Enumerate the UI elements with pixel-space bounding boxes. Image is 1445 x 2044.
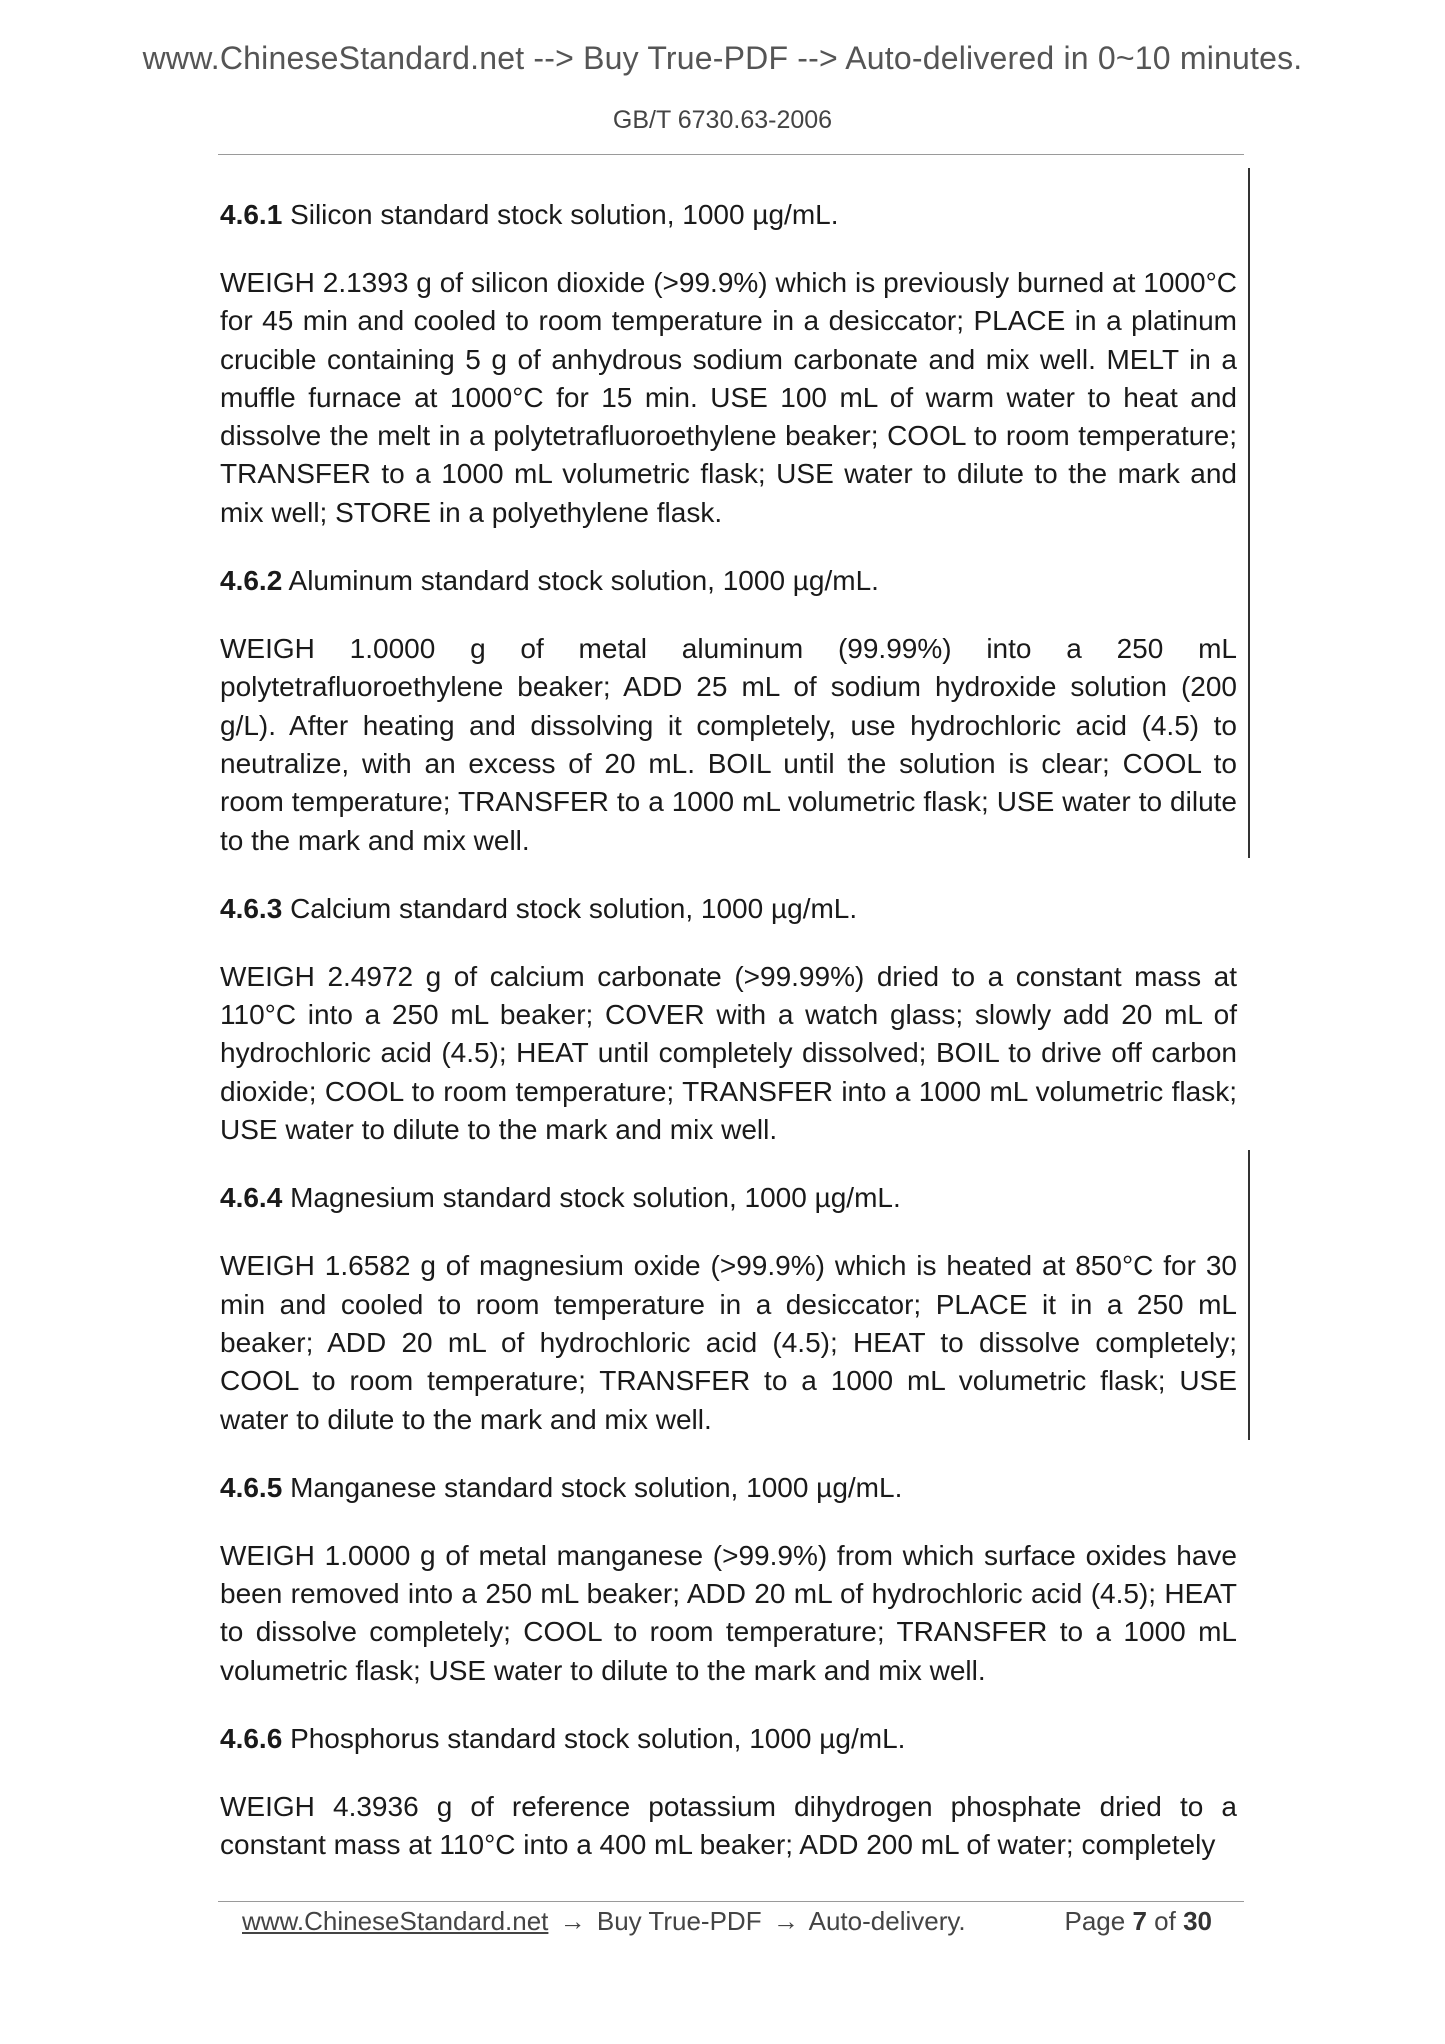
section-paragraph: WEIGH 2.1393 g of silicon dioxide (>99.9%) which is previously burned at 1000°C for 45 min and cooled to room temperature in a desiccator; PLACE in a platinum crucible containing 5 g of anhydrous sodium carbonate and mix well. MELT in a muffle furnace at 1000°C for 15 min. USE 100 mL of warm water to heat and dissolve the melt in a polytetrafluoroethylene beaker; COOL to room temperature; TRANSFER to a 1000 mL volumetric flask; USE water to dilute to the mark and mix well; STORE in a polyethylene flask. <box>220 267 1237 528</box>
section-heading: 4.6.4 Magnesium standard stock solution, 1000 µg/mL. <box>220 1182 901 1214</box>
header-divider <box>218 154 1244 155</box>
change-bar <box>1248 1150 1250 1440</box>
footer-divider <box>218 1901 1244 1902</box>
document-id: GB/T 6730.63-2006 <box>612 106 833 134</box>
footer-site-link[interactable]: www.ChineseStandard.net <box>242 1906 549 1936</box>
site-banner: www.ChineseStandard.net --> Buy True-PDF --> Auto-delivered in 0~10 minutes. <box>142 40 1303 76</box>
section-paragraph: WEIGH 1.0000 g of metal aluminum (99.99%) into a 250 mL polytetrafluoroethylene beaker; ADD 25 mL of sodium hydroxide solution (200 g/L). After heating and dissolving it completely, use hydrochloric acid (4.5) to neutralize, with an excess of 20 mL. BOIL until the solution is clear; COOL to room temperature; TRANSFER to a 1000 mL volumetric flask; USE water to dilute to the mark and mix well. <box>220 633 1237 856</box>
section-heading: 4.6.1 Silicon standard stock solution, 1000 µg/mL. <box>220 199 839 230</box>
current-page: 7 <box>1132 1906 1147 1936</box>
section-heading: 4.6.5 Manganese standard stock solution, 1000 µg/mL. <box>220 1471 903 1503</box>
document-body <box>220 196 1237 1865</box>
section-heading: 4.6.3 Calcium standard stock solution, 1000 µg/mL. <box>220 892 858 924</box>
section-paragraph: WEIGH 1.0000 g of metal manganese (>99.9%) from which surface oxides have been removed into a 250 mL beaker; ADD 20 mL of hydrochloric acid (4.5); HEAT to dissolve completely; COOL to room temperature; TRANSFER to a 1000 mL volumetric flask; USE water to dilute to the mark and mix well. <box>220 1539 1237 1686</box>
footer-buy-text: Buy True-PDF <box>596 1906 762 1936</box>
change-bar <box>1248 168 1250 858</box>
page-number: Page 7 of 30 <box>1064 1906 1212 1936</box>
page-footer <box>242 1906 1222 1942</box>
arrow-right-icon: → <box>772 1906 799 1936</box>
section-heading: 4.6.6 Phosphorus standard stock solution, 1000 µg/mL. <box>220 1723 906 1755</box>
footer-delivery-text: Auto-delivery. <box>808 1906 966 1936</box>
arrow-right-icon: → <box>559 1906 586 1936</box>
section-paragraph: WEIGH 2.4972 g of calcium carbonate (>99.99%) dried to a constant mass at 110°C into a 250 mL beaker; COVER with a watch glass; slowly add 20 mL of hydrochloric acid (4.5); HEAT until completely dissolved; BOIL to drive off carbon dioxide; COOL to room temperature; TRANSFER into a 1000 mL volumetric flask; USE water to dilute to the mark and mix well. <box>220 960 1237 1146</box>
section-paragraph: WEIGH 4.3936 g of reference potassium dihydrogen phosphate dried to a constant mass at 110°C into a 400 mL beaker; ADD 200 mL of water; completely <box>220 1791 1237 1861</box>
total-pages: 30 <box>1183 1906 1212 1936</box>
section-heading: 4.6.2 Aluminum standard stock solution, 1000 µg/mL. <box>220 565 879 597</box>
section-paragraph: WEIGH 1.6582 g of magnesium oxide (>99.9%) which is heated at 850°C for 30 min and cooled to room temperature in a desiccator; PLACE it in a 250 mL beaker; ADD 20 mL of hydrochloric acid (4.5); HEAT to dissolve completely; COOL to room temperature; TRANSFER to a 1000 mL volumetric flask; USE water to dilute to the mark and mix well. <box>220 1250 1237 1435</box>
